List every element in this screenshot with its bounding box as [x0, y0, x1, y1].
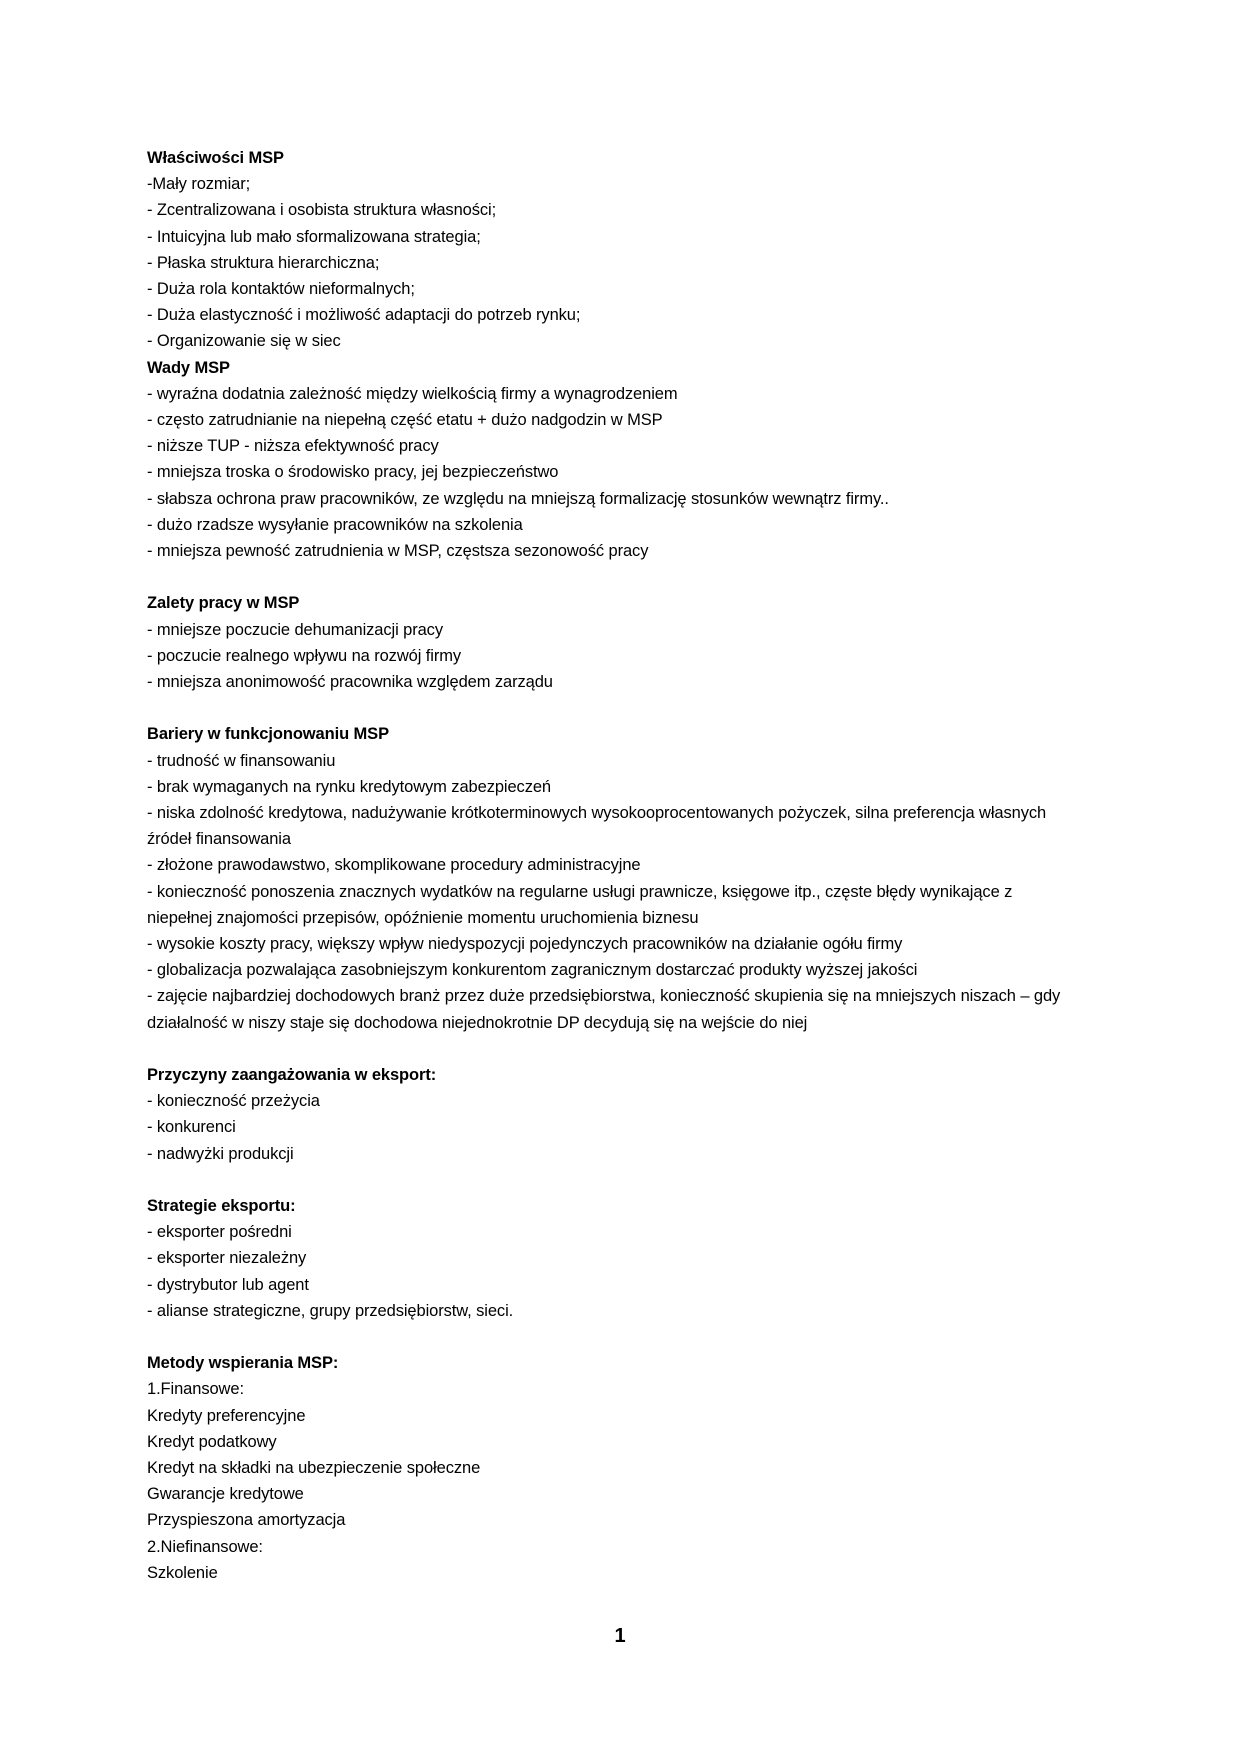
list-item: - Płaska struktura hierarchiczna; — [147, 253, 380, 272]
list-item: - konieczność ponoszenia znacznych wydatków na regularne usługi prawnicze, księgowe itp., częste błędy wynikające z niepełnej znajomości przepisów, opóźnienie momentu uruchomienia biznesu — [147, 882, 1013, 927]
paragraph-gap — [147, 1324, 1077, 1350]
list-item: - wyraźna dodatnia zależność między wielkością firmy a wynagrodzeniem — [147, 384, 678, 403]
list-item: - Duża elastyczność i możliwość adaptacji do potrzeb rynku; — [147, 306, 581, 325]
paragraph-gap — [147, 1036, 1077, 1062]
list-item: - Duża rola kontaktów nieformalnych; — [147, 280, 415, 299]
list-item: Kredyt na składki na ubezpieczenie społeczne — [147, 1459, 481, 1478]
section-heading-metody: Metody wspierania MSP: — [147, 1354, 339, 1373]
section-heading-strategie: Strategie eksportu: — [147, 1197, 296, 1216]
list-item: - trudność w finansowaniu — [147, 751, 336, 770]
section-heading-wlasciwosci: Właściwości MSP — [147, 149, 284, 167]
list-item: Kredyty preferencyjne — [147, 1406, 306, 1425]
list-item: - mniejsza troska o środowisko pracy, jej bezpieczeństwo — [147, 463, 559, 482]
section-heading-przyczyny: Przyczyny zaangażowania w eksport: — [147, 1066, 437, 1085]
list-item: - mniejsza anonimowość pracownika względem zarządu — [147, 673, 553, 692]
list-item: - eksporter pośredni — [147, 1223, 292, 1242]
list-item: - niższe TUP - niższa efektywność pracy — [147, 437, 439, 456]
list-item: Szkolenie — [147, 1563, 218, 1582]
list-item: - dużo rzadsze wysyłanie pracowników na szkolenia — [147, 515, 523, 534]
list-item: - poczucie realnego wpływu na rozwój firmy — [147, 646, 462, 665]
list-item: - nadwyżki produkcji — [147, 1144, 294, 1163]
list-item: - słabsza ochrona praw pracowników, ze względu na mniejszą formalizację stosunków wewnątrz firmy.. — [147, 489, 889, 508]
section-heading-wady: Wady MSP — [147, 358, 230, 377]
list-item: - mniejsze poczucie dehumanizacji pracy — [147, 620, 443, 639]
list-item: - alianse strategiczne, grupy przedsiębiorstw, sieci. — [147, 1301, 514, 1320]
list-item: - konieczność przeżycia — [147, 1092, 320, 1111]
list-item: Przyspieszona amortyzacja — [147, 1511, 346, 1530]
paragraph-gap — [147, 695, 1077, 721]
list-item: - globalizacja pozwalająca zasobniejszym konkurentom zagranicznym dostarczać produkty wyższej jakości — [147, 961, 918, 980]
paragraph-gap — [147, 1167, 1077, 1193]
list-item: - Organizowanie się w siec — [147, 332, 341, 351]
document-body — [147, 145, 1077, 1586]
list-item: - złożone prawodawstwo, skomplikowane procedury administracyjne — [147, 856, 641, 875]
list-item: - dystrybutor lub agent — [147, 1275, 309, 1294]
list-item: Kredyt podatkowy — [147, 1432, 277, 1451]
list-item: - Intuicyjna lub mało sformalizowana strategia; — [147, 227, 481, 246]
list-item: - eksporter niezależny — [147, 1249, 307, 1268]
list-item: - zajęcie najbardziej dochodowych branż przez duże przedsiębiorstwa, konieczność skupienia się na mniejszych niszach – gdy działalność w niszy staje się dochodowa niejednokrotnie DP decydują się na wejście do niej — [147, 987, 1061, 1032]
list-item: - wysokie koszty pracy, większy wpływ niedyspozycji pojedynczych pracowników na działanie ogółu firmy — [147, 935, 903, 954]
list-item: -Mały rozmiar; — [147, 175, 251, 194]
list-item: Gwarancje kredytowe — [147, 1485, 304, 1504]
section-heading-bariery: Bariery w funkcjonowaniu MSP — [147, 725, 389, 744]
paragraph-gap — [147, 564, 1077, 590]
section-heading-zalety: Zalety pracy w MSP — [147, 594, 300, 613]
list-item: - mniejsza pewność zatrudnienia w MSP, częstsza sezonowość pracy — [147, 542, 649, 561]
page-number: 1 — [614, 1625, 626, 1647]
list-item: 1.Finansowe: — [147, 1380, 244, 1399]
list-item: - często zatrudnianie na niepełną część etatu + dużo nadgodzin w MSP — [147, 411, 663, 430]
list-item: - konkurenci — [147, 1118, 236, 1137]
list-item: - niska zdolność kredytowa, nadużywanie krótkoterminowych wysokooprocentowanych pożyczek, silna preferencja własnych źródeł finansowania — [147, 804, 1047, 849]
list-item: - brak wymaganych na rynku kredytowym zabezpieczeń — [147, 777, 552, 796]
list-item: - Zcentralizowana i osobista struktura własności; — [147, 201, 497, 220]
list-item: 2.Niefinansowe: — [147, 1537, 263, 1556]
